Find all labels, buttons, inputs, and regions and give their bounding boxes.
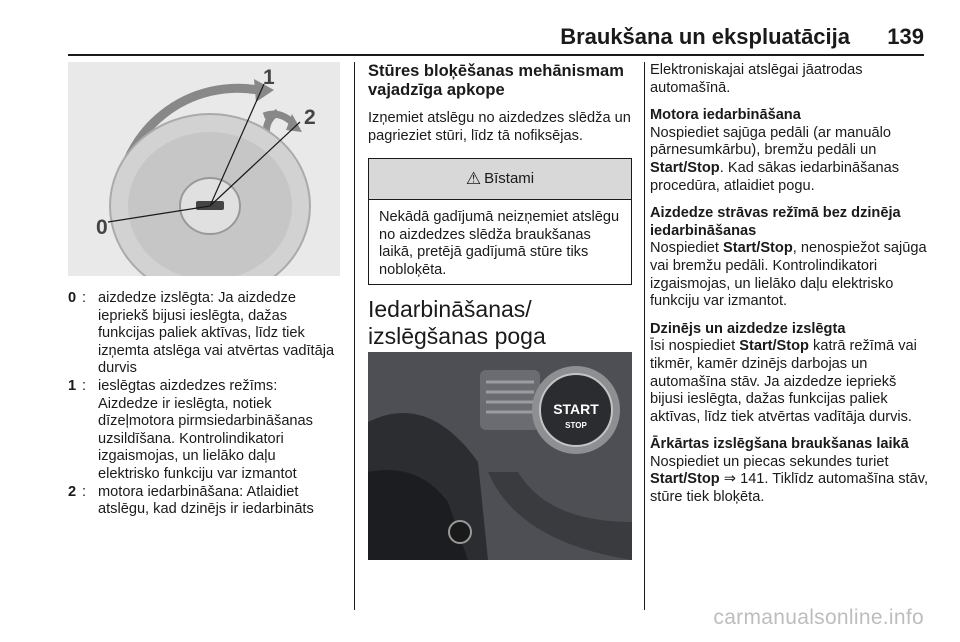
position-legend [68, 290, 340, 519]
page-header [0, 0, 960, 56]
intro-paragraph: Elektroniskajai atslēgai jāatrodas automašīnā. [650, 62, 863, 96]
accessory-mode-text: Nospiediet Start/Stop, nenospiežot sajūga vai bremžu pedāli. Kontrolindikatori izgaismojas, un lielāko daļu elektrisko funkciju var izmantot. [650, 240, 927, 310]
watermark: carmanualsonline.info [713, 606, 924, 629]
ignition-lock-drawing [68, 62, 340, 276]
warning-icon: ⚠ [465, 169, 482, 189]
legend-item: 0 : aizdedze izslēgta: Ja aizdedze iepriekš bijusi ieslēgta, dažas funkcijas paliek aktīvas, līdz tiek izņemta atslēga vai atvērtas vadītāja durvis [68, 290, 335, 377]
engine-start-title: Motora iedarbināšana [650, 107, 801, 124]
danger-title: Bīstami [484, 170, 535, 188]
column-2 [368, 62, 634, 430]
start-stop-button-photo [368, 352, 632, 560]
chapter-title: Braukšana un ekspluatācija [560, 24, 850, 49]
header-rule [68, 54, 924, 56]
position-label-1: 1 [263, 66, 275, 89]
legend-item: 2 : motora iedarbināšana: Atlaidiet atslēgu, kad dzinējs ir iedarbināts [68, 483, 314, 518]
engine-start-text: Nospiediet sajūga pedāli (ar manuālo pārnesumkārbu), bremžu pedāli un Start/Stop. Kad sākas iedarbināšanas procedūra, atlaidiet pogu. [650, 124, 900, 194]
start-label: START [553, 401, 599, 417]
section-title: Iedarbināšanas/ izslēgšanas poga [368, 296, 546, 349]
steering-lock-paragraph: Izņemiet atslēgu no aizdedzes slēdža un pagrieziet stūri, līdz tā nofiksējas. [368, 110, 631, 144]
column-divider-2 [644, 62, 645, 610]
engine-off-title: Dzinējs un aizdedze izslēgta [650, 320, 846, 337]
column-3 [650, 62, 932, 507]
start-stop-drawing [368, 352, 632, 560]
column-divider-1 [354, 62, 355, 610]
position-label-2: 2 [304, 106, 316, 129]
stop-label: STOP [565, 421, 587, 430]
danger-box [368, 158, 632, 285]
engine-off-text: Īsi nospiediet Start/Stop katrā režīmā vai tikmēr, kamēr dzinējs darbojas un automašīna stāv. Ja aizdedze iepriekš bijusi ieslēgta, dažas funkcijas paliek aktīvas, līdz tiek atvērtas vadītāja durvis. [650, 338, 917, 425]
accessory-mode-title: Aizdedze strāvas režīmā bez dzinēja iedarbināšanas [650, 205, 901, 239]
legend-item: 1 : ieslēgtas aizdedzes režīms: Aizdedze ir ieslēgta, notiek dīzeļmotora pirmsiedarbināšanas uzsildīšana. Kontrolindikatori izgaismojas, un lielāko daļu elektrisko funkciju var izmantot [68, 377, 313, 482]
ignition-lock-illustration [68, 62, 340, 276]
emergency-off-title: Ārkārtas izslēgšana braukšanas laikā [650, 436, 909, 453]
steering-lock-heading: Stūres bloķēšanas mehānismam vajadzīga apkope [368, 62, 624, 99]
emergency-off-text: Nospiediet un piecas sekundes turiet Start/Stop ⇒ 141. Tiklīdz automašīna stāv, stūre tiek bloķēta. [650, 453, 928, 506]
danger-header [369, 159, 631, 200]
page-number: 139 [887, 24, 924, 49]
position-label-0: 0 [96, 216, 108, 239]
danger-text: Nekādā gadījumā neizņemiet atslēgu no aizdedzes slēdža braukšanas laikā, pretējā gadījumā stūre tiks nobloķēta. [379, 209, 620, 278]
